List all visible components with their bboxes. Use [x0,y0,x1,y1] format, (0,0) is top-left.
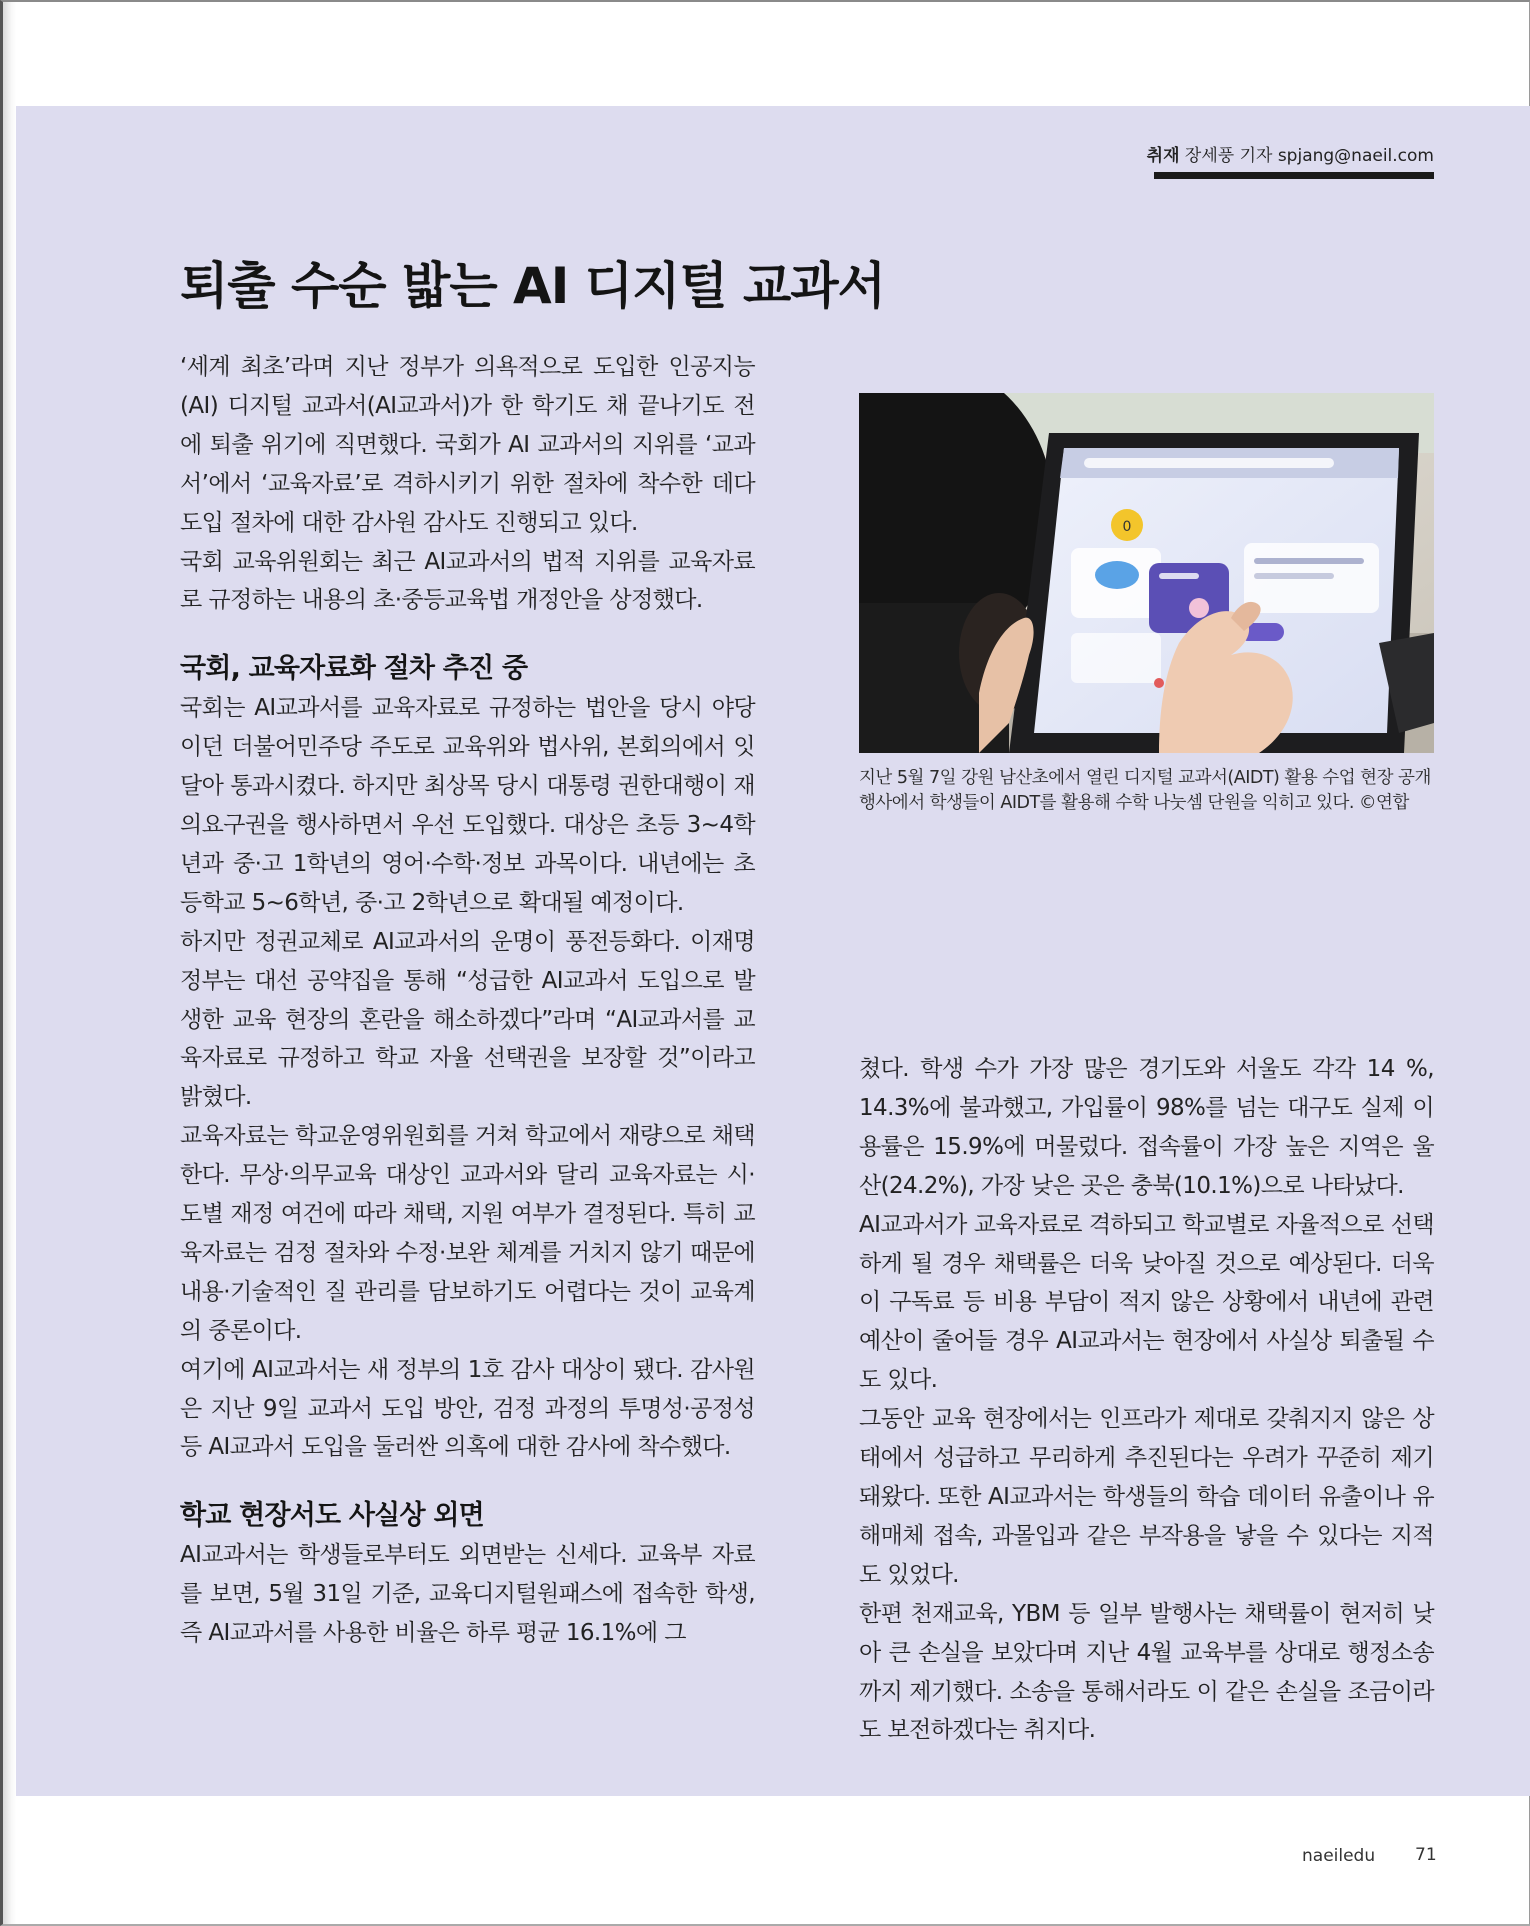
body-paragraph: 쳤다. 학생 수가 가장 많은 경기도와 서울도 각각 14 %, 14.3%에 불과했고, 가입률이 98%를 넘는 대구도 실제 이용률은 15.9%에 머물렀다. 접속률이 가장 높은 지역은 울산(24.2%), 가장 낮은 곳은 충북(10.1%)으로 나타났다. [859,1056,1434,1199]
body-paragraph: 교육자료는 학교운영위원회를 거쳐 학교에서 재량으로 채택한다. 무상·의무교육 대상인 교과서와 달리 교육자료는 시·도별 재정 여건에 따라 채택, 지원 여부가 결정된다. 특히 교육자료는 검정 절차와 수정·보완 체계를 거치지 않기 때문에 내용·기술적인 질 관리를 담보하기도 어렵다는 것이 교육계의 중론이다. [180,1123,755,1344]
intro-paragraph: 국회 교육위원회는 최근 AI교과서의 법적 지위를 교육자료로 규정하는 내용의 초·중등교육법 개정안을 상정했다. [180,548,755,614]
body-paragraph: 여기에 AI교과서는 새 정부의 1호 감사 대상이 됐다. 감사원은 지난 9일 교과서 도입 방안, 검정 과정의 투명성·공정성 등 AI교과서 도입을 둘러싼 의혹에 대한 감사에 착수했다. [180,1356,755,1461]
screen-badge-count: 0 [1122,519,1132,535]
section-heading: 학교 현장서도 사실상 외면 [180,1500,484,1532]
byline-reporter: 장세풍 기자 spjang@naeil.com [1184,146,1434,166]
body-paragraph: 그동안 교육 현장에서는 인프라가 제대로 갖춰지지 않은 상태에서 성급하고 무리하게 추진된다는 우려가 꾸준히 제기돼왔다. 또한 AI교과서는 학생들의 학습 데이터 유출이나 유해매체 접속, 과몰입과 같은 부작용을 낳을 수 있다는 지적도 있었다. [859,1406,1434,1588]
page-number: 71 [1415,1845,1437,1865]
right-column [859,1050,1434,1750]
section-heading: 국회, 교육자료화 절차 추진 중 [180,653,528,685]
byline-label: 취재 [1146,146,1180,166]
article-title: 퇴출 수순 밟는 AI 디지털 교과서 [180,257,885,315]
body-paragraph: 국회는 AI교과서를 교육자료로 규정하는 법안을 당시 야당이던 더불어민주당 주도로 교육위와 법사위, 본회의에서 잇달아 통과시켰다. 하지만 최상목 당시 대통령 권한대행이 재의요구권을 행사하면서 우선 도입했다. 대상은 초등 3~4학년과 중·고 1학년의 영어·수학·정보 과목이다. 내년에는 초등학교 5~6학년, 중·고 2학년으로 확대될 예정이다. [180,695,755,916]
magazine-brand: naeiledu [1302,1846,1376,1866]
intro-paragraph: ‘세계 최초’라며 지난 정부가 의욕적으로 도입한 인공지능(AI) 디지털 교과서(AI교과서)가 한 학기도 채 끝나기도 전에 퇴출 위기에 직면했다. 국회가 AI 교과서의 지위를 ‘교과서’에서 ‘교육자료’로 격하시키기 위한 절차에 착수한 데다 도입 절차에 대한 감사원 감사도 진행되고 있다. [180,354,755,536]
byline-rule [1154,172,1434,179]
left-column [180,348,755,1653]
body-paragraph: AI교과서가 교육자료로 격하되고 학교별로 자율적으로 선택하게 될 경우 채택률은 더욱 낮아질 것으로 예상된다. 더욱이 구독료 등 비용 부담이 적지 않은 상황에서 내년에 관련 예산이 줄어들 경우 AI교과서는 현장에서 사실상 퇴출될 수도 있다. [859,1211,1434,1394]
photo-caption: 지난 5월 7일 강원 남산초에서 열린 디지털 교과서(AIDT) 활용 수업 현장 공개 행사에서 학생들이 AIDT를 활용해 수학 나눗셈 단원을 익히고 있다. ©연합 [859,768,1431,813]
body-paragraph: 하지만 정권교체로 AI교과서의 운명이 풍전등화다. 이재명정부는 대선 공약집을 통해 “성급한 AI교과서 도입으로 발생한 교육 현장의 혼란을 해소하겠다”라며 “AI교과서를 교육자료로 규정하고 학교 자율 선택권을 보장할 것”이라고 밝혔다. [180,928,755,1111]
body-paragraph: 한편 천재교육, YBM 등 일부 발행사는 채택률이 현저히 낮아 큰 손실을 보았다며 지난 4월 교육부를 상대로 행정소송까지 제기했다. 소송을 통해서라도 이 같은 손실을 조금이라도 보전하겠다는 취지다. [859,1600,1434,1744]
classroom-photo [859,393,1434,753]
byline [1147,141,1434,166]
body-paragraph: AI교과서는 학생들로부터도 외면받는 신세다. 교육부 자료를 보면, 5월 31일 기준, 교육디지털원패스에 접속한 학생, 즉 AI교과서를 사용한 비율은 하루 평균 16.1%에 그 [180,1542,755,1647]
student-tablet-illustration [859,393,1434,753]
